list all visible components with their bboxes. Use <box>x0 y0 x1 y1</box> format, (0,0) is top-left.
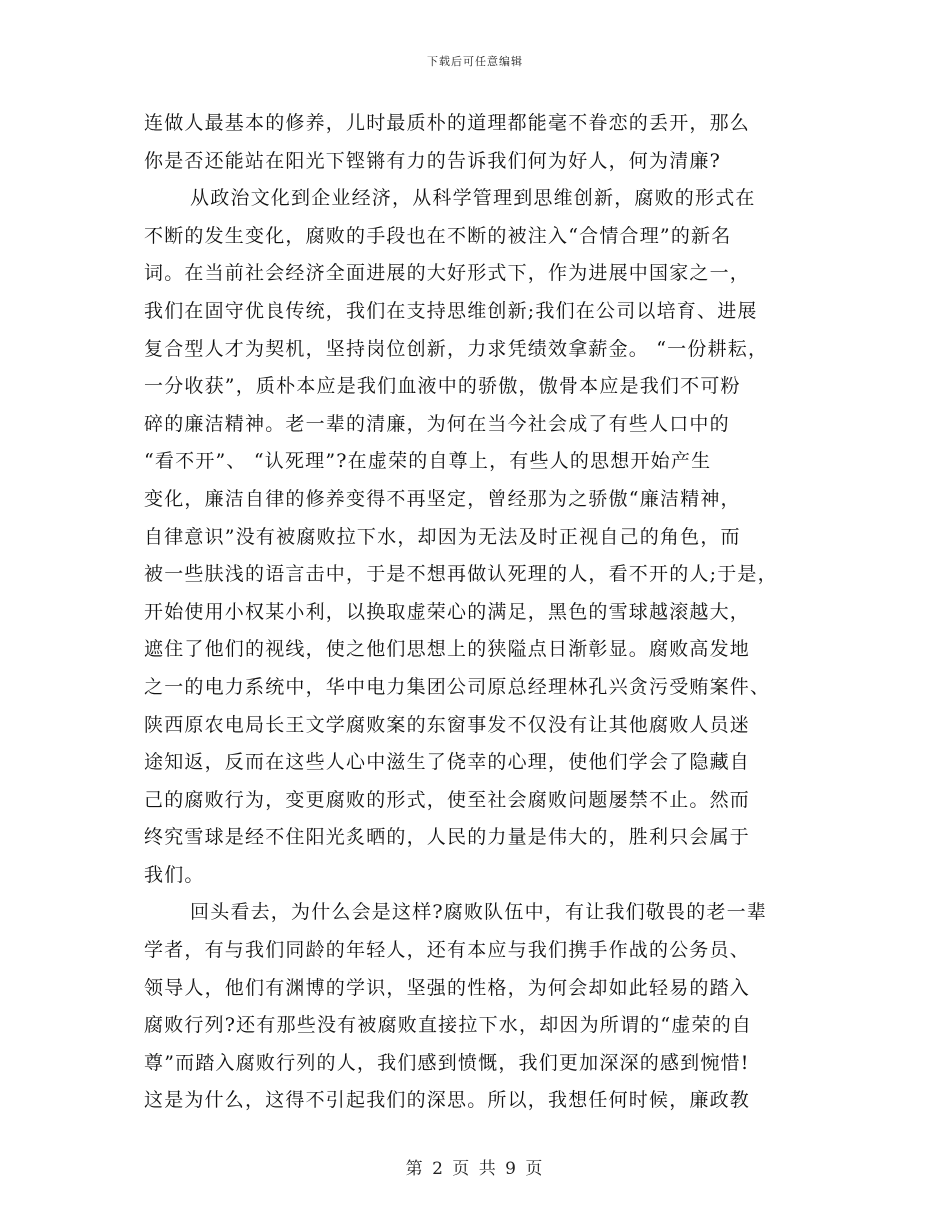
paragraph-start-line: 回头看去，为什么会是这样?腐败队伍中，有让我们敬畏的老一辈 <box>190 901 767 924</box>
text-line: “看不开”、 “认死理”?在虚荣的自尊上，有些人的思想开始产生 <box>144 450 712 473</box>
text-line: 这是为什么，这得不引起我们的深思。所以，我想任何时候，廉政教 <box>144 1089 751 1112</box>
text-line: 自律意识”没有被腐败拉下水，却因为无法及时正视自己的角色，而 <box>144 525 741 548</box>
page-footer: 第 2 页 共 9 页 <box>405 1159 545 1179</box>
text-line: 被一些肤浅的语言击中，于是不想再做认死理的人，看不开的人;于是， <box>144 563 778 586</box>
text-line: 不断的发生变化，腐败的手段也在不断的被注入“合情合理”的新名 <box>144 224 732 247</box>
text-line: 一分收获”，质朴本应是我们血液中的骄傲，傲骨本应是我们不可粉 <box>144 375 741 398</box>
text-line: 腐败行列?还有那些没有被腐败直接拉下水，却因为所谓的“虚荣的自 <box>144 1014 753 1037</box>
text-line: 开始使用小权某小利，以换取虚荣心的满足，黑色的雪球越滚越大， <box>144 600 751 623</box>
text-line: 碎的廉洁精神。老一辈的清廉，为何在当今社会成了有些人口中的 <box>144 412 730 435</box>
text-line: 复合型人才为契机，坚持岗位创新，力求凭绩效拿薪金。 “一份耕耘， <box>144 337 769 360</box>
text-line: 遮住了他们的视线，使之他们思想上的狭隘点日渐彰显。腐败高发地 <box>144 638 751 661</box>
text-line: 词。在当前社会经济全面进展的大好形式下，作为进展中国家之一， <box>144 262 751 285</box>
text-line: 途知返，反而在这些人心中滋生了侥幸的心理，使他们学会了隐藏自 <box>144 751 751 774</box>
text-line: 尊”而踏入腐败行列的人，我们感到愤慨，我们更加深深的感到惋惜! <box>144 1051 750 1074</box>
text-line: 我们。 <box>144 863 205 886</box>
text-line: 陕西原农电局长王文学腐败案的东窗事发不仅没有让其他腐败人员迷 <box>144 713 751 736</box>
text-line: 终究雪球是经不住阳光炙晒的，人民的力量是伟大的，胜利只会属于 <box>144 826 751 849</box>
text-line: 变化，廉洁自律的修养变得不再坚定，曾经那为之骄傲“廉洁精神， <box>144 487 741 510</box>
page-header: 下载后可任意编辑 <box>427 55 523 68</box>
text-line: 学者，有与我们同龄的年轻人，还有本应与我们携手作战的公务员、 <box>144 939 751 962</box>
text-line: 我们在固守优良传统，我们在支持思维创新;我们在公司以培育、进展 <box>144 299 758 322</box>
text-line: 领导人，他们有渊博的学识，坚强的性格，为何会却如此轻易的踏入 <box>144 976 751 999</box>
text-line: 之一的电力系统中，华中电力集团公司原总经理林孔兴贪污受贿案件、 <box>144 675 771 698</box>
paragraph-start-line: 从政治文化到企业经济，从科学管理到思维创新，腐败的形式在 <box>190 187 756 210</box>
text-line: 你是否还能站在阳光下铿锵有力的告诉我们何为好人，何为清廉? <box>144 149 721 172</box>
text-line: 连做人最基本的修养，儿时最质朴的道理都能毫不眷恋的丢开，那么 <box>144 112 751 134</box>
text-line: 己的腐败行为，变更腐败的形式，使至社会腐败问题屡禁不止。然而 <box>144 788 751 811</box>
body-text <box>144 105 804 1120</box>
